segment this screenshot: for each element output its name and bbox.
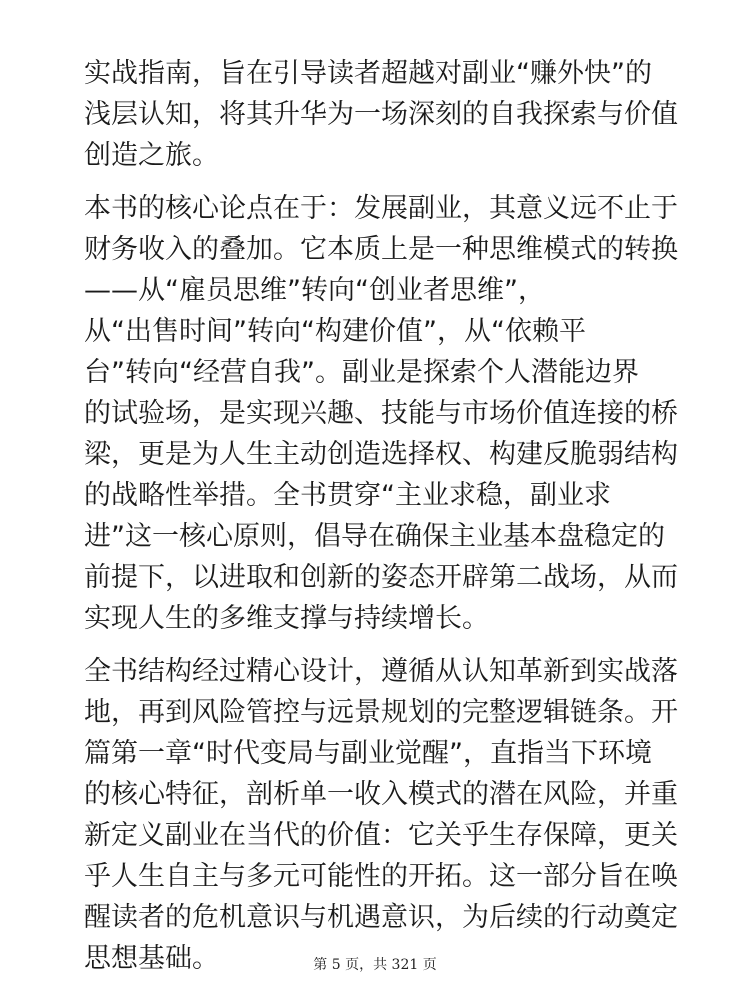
text-line: 地，再到风险管控与远景规划的完整逻辑链条。开 (84, 697, 678, 728)
text-line: 醒读者的危机意识与机遇意识，为后续的行动奠定 (84, 902, 678, 933)
body-text (84, 53, 684, 991)
text-line: 财务收入的叠加。它本质上是一种思维模式的转换 (84, 234, 678, 265)
paragraph-core-thesis (84, 188, 684, 639)
text-line: 思想基础。 (84, 943, 219, 974)
paragraph-intro (84, 53, 684, 176)
text-line: 创造之旅。 (84, 140, 219, 171)
text-line: 实现人生的多维支撑与持续增长。 (84, 603, 489, 634)
text-line: 篇第一章“时代变局与副业觉醒”，直指当下环境 (84, 738, 652, 769)
text-line: 的核心特征，剖析单一收入模式的潜在风险，并重 (84, 779, 678, 810)
text-line: 的战略性举措。全书贯穿“主业求稳，副业求 (84, 480, 611, 511)
paragraph-book-structure (84, 651, 684, 979)
text-line: 台”转向“经营自我”。副业是探索个人潜能边界 (84, 357, 639, 388)
text-line: 的试验场，是实现兴趣、技能与市场价值连接的桥 (84, 398, 678, 429)
text-line: ——从“雇员思维”转向“创业者思维”， (84, 275, 545, 306)
text-line: 实战指南，旨在引导读者超越对副业“赚外快”的 (84, 58, 652, 89)
text-line: 新定义副业在当代的价值：它关乎生存保障，更关 (84, 820, 678, 851)
text-line: 全书结构经过精心设计，遵循从认知革新到实战落 (84, 656, 678, 687)
text-line: 进”这一核心原则，倡导在确保主业基本盘稳定的 (84, 521, 665, 552)
text-line: 前提下，以进取和创新的姿态开辟第二战场，从而 (84, 562, 678, 593)
page-number: 第 5 页，共 321 页 (313, 957, 437, 973)
text-line: 从“出售时间”转向“构建价值”，从“依赖平 (84, 316, 586, 347)
text-line: 浅层认知，将其升华为一场深刻的自我探索与价值 (84, 99, 678, 130)
text-line: 乎人生自主与多元可能性的开拓。这一部分旨在唤 (84, 861, 678, 892)
text-line: 梁，更是为人生主动创造选择权、构建反脆弱结构 (84, 439, 678, 470)
text-line: 本书的核心论点在于：发展副业，其意义远不止于 (84, 193, 678, 224)
